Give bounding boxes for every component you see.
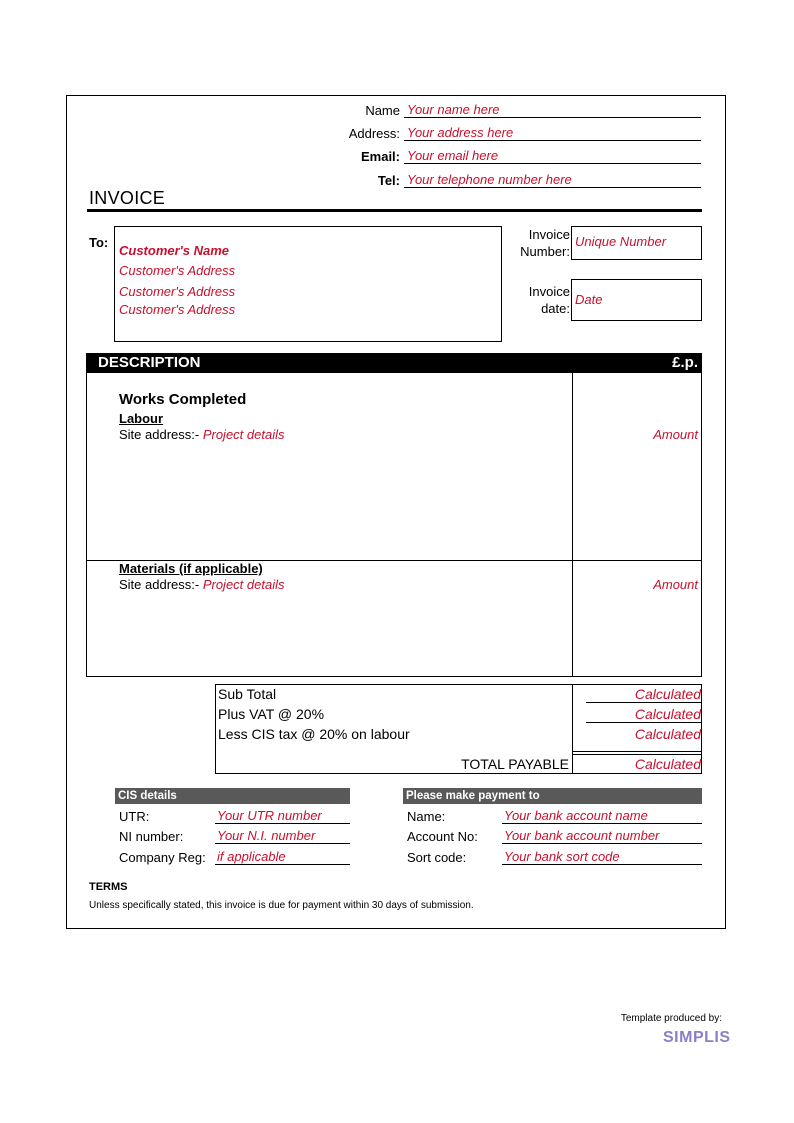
name-label: Name bbox=[365, 103, 400, 118]
email-label: Email: bbox=[360, 149, 400, 164]
invoice-title: INVOICE bbox=[89, 188, 166, 208]
cis-tax-label: Less CIS tax @ 20% on labour bbox=[218, 726, 410, 742]
simplis-logo: SIMPLIS bbox=[663, 1029, 731, 1046]
invoice-number-label bbox=[510, 226, 570, 260]
bank-name-field[interactable]: Your bank account name bbox=[502, 808, 702, 824]
total-rule-2 bbox=[572, 754, 702, 755]
amount-column-header: £.p. bbox=[672, 354, 698, 371]
invoice-date-label-line-2: date: bbox=[541, 301, 570, 316]
total-rule-1 bbox=[572, 751, 702, 752]
customer-address-line-2[interactable]: Customer's Address bbox=[119, 284, 236, 299]
name-field[interactable]: Your name here bbox=[404, 102, 701, 118]
ni-number-label: NI number: bbox=[119, 829, 184, 844]
company-reg-label: Company Reg: bbox=[119, 850, 206, 865]
account-number-field[interactable]: Your bank account number bbox=[502, 828, 702, 844]
table-left-border bbox=[86, 373, 87, 677]
template-credit: Template produced by: bbox=[620, 1013, 722, 1024]
cis-details-header: CIS details bbox=[115, 788, 350, 804]
address-field[interactable]: Your address here bbox=[404, 125, 701, 141]
account-number-label: Account No: bbox=[407, 829, 478, 844]
labour-heading: Labour bbox=[119, 411, 164, 426]
sort-code-field[interactable]: Your bank sort code bbox=[502, 849, 702, 865]
customer-name[interactable]: Customer's Name bbox=[119, 243, 230, 258]
materials-project-details[interactable]: Project details bbox=[202, 577, 285, 592]
labour-site-label: Site address:- bbox=[119, 427, 200, 442]
invoice-number-field[interactable]: Unique Number bbox=[575, 234, 667, 249]
utr-field[interactable]: Your UTR number bbox=[215, 808, 350, 824]
bank-name-label: Name: bbox=[407, 809, 446, 824]
description-column-header: DESCRIPTION bbox=[98, 354, 201, 371]
terms-heading: TERMS bbox=[89, 881, 128, 893]
vat-value[interactable]: Calculated bbox=[586, 706, 701, 723]
materials-site-row bbox=[119, 577, 284, 592]
invoice-date-field[interactable]: Date bbox=[575, 292, 603, 307]
cis-tax-value[interactable]: Calculated bbox=[634, 726, 701, 742]
sort-code-label: Sort code: bbox=[407, 850, 467, 865]
address-label: Address: bbox=[348, 126, 400, 141]
utr-label: UTR: bbox=[119, 809, 150, 824]
materials-site-label: Site address:- bbox=[119, 577, 200, 592]
terms-text: Unless specifically stated, this invoice is due for payment within 30 days of submission. bbox=[89, 900, 474, 911]
payment-header: Please make payment to bbox=[403, 788, 702, 804]
customer-address-line-3[interactable]: Customer's Address bbox=[119, 302, 236, 317]
invoice-number-label-line-1: Invoice bbox=[528, 227, 570, 242]
materials-heading: Materials (if applicable) bbox=[119, 561, 263, 576]
works-completed-heading: Works Completed bbox=[119, 391, 247, 408]
customer-address-line-1[interactable]: Customer's Address bbox=[119, 263, 236, 278]
email-field[interactable]: Your email here bbox=[404, 148, 701, 164]
invoice-date-label-line-1: Invoice bbox=[528, 284, 570, 299]
amount-column-divider bbox=[572, 373, 573, 677]
table-right-border bbox=[701, 373, 702, 677]
labour-project-details[interactable]: Project details bbox=[202, 427, 285, 442]
description-header bbox=[86, 353, 702, 373]
tel-field[interactable]: Your telephone number here bbox=[404, 172, 701, 188]
invoice-date-label bbox=[510, 283, 570, 317]
tel-label: Tel: bbox=[377, 173, 400, 188]
labour-site-row bbox=[119, 427, 284, 442]
subtotal-label: Sub Total bbox=[218, 686, 277, 702]
labour-amount[interactable]: Amount bbox=[653, 427, 698, 442]
vat-label: Plus VAT @ 20% bbox=[218, 706, 325, 722]
to-label: To: bbox=[89, 235, 109, 250]
totals-divider bbox=[572, 684, 573, 774]
invoice-number-label-line-2: Number: bbox=[520, 244, 570, 259]
ni-number-field[interactable]: Your N.I. number bbox=[215, 828, 350, 844]
total-payable-label: TOTAL PAYABLE bbox=[461, 756, 569, 772]
title-divider bbox=[87, 209, 702, 212]
subtotal-value[interactable]: Calculated bbox=[586, 686, 701, 703]
materials-amount[interactable]: Amount bbox=[653, 577, 698, 592]
table-bottom-border bbox=[86, 676, 702, 677]
company-reg-field[interactable]: if applicable bbox=[215, 849, 350, 865]
total-payable-value[interactable]: Calculated bbox=[634, 756, 701, 772]
